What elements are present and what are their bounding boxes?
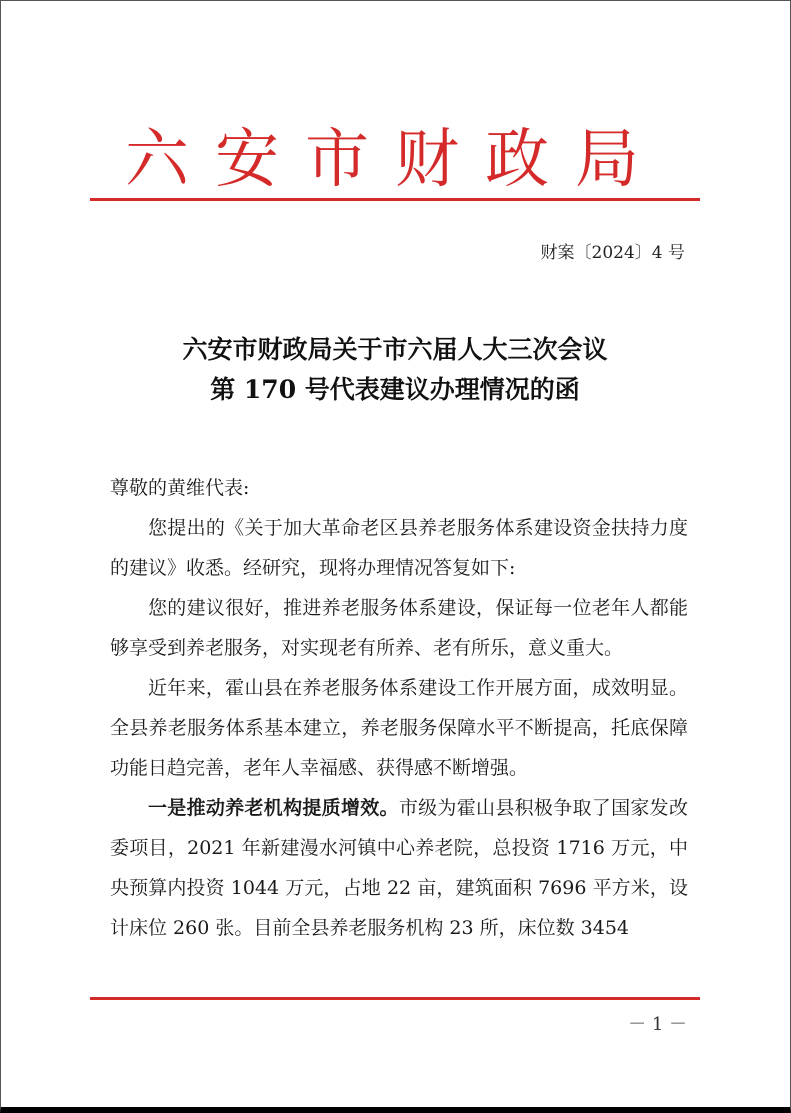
document-title-line2: 第 170 号代表建议办理情况的函 <box>210 375 580 404</box>
document-number: 财案〔2024〕4 号 <box>540 243 685 263</box>
paragraph-1: 您提出的《关于加大革命老区县养老服务体系建设资金扶持力度的建议》收悉。经研究，现将办理情况答复如下: <box>110 517 688 579</box>
paragraph-4-text: 市级为霍山县积极争取了国家发改委项目，2021 年新建漫水河镇中心养老院，总投资 1716 万元，中央预算内投资 1044 万元，占地 22 亩，建筑面积 7696 平方米，设计床位 260 张。目前全县养老服务机构 23 所，床位数 3454 <box>110 797 688 939</box>
paragraph-2: 您的建议很好，推进养老服务体系建设，保证每一位老年人都能够享受到养老服务，对实现老有所养、老有所乐，意义重大。 <box>110 597 688 659</box>
document-body <box>110 468 688 948</box>
page-number: － 1 － <box>628 1014 687 1035</box>
salutation: 尊敬的黄维代表: <box>110 477 250 499</box>
document-title-line1: 六安市财政局关于市六届人大三次会议 <box>182 335 608 364</box>
agency-header-title: 六安市财政局 <box>125 123 665 197</box>
paragraph-4 <box>110 788 688 948</box>
header-red-rule <box>90 198 700 201</box>
footer-red-rule <box>90 997 700 1000</box>
document-title <box>90 330 700 410</box>
paragraph-3: 近年来，霍山县在养老服务体系建设工作开展方面，成效明显。全县养老服务体系基本建立，养老服务保障水平不断提高，托底保障功能日趋完善，老年人幸福感、获得感不断增强。 <box>110 677 688 779</box>
paragraph-4-lead: 一是推动养老机构提质增效。 <box>148 797 399 819</box>
